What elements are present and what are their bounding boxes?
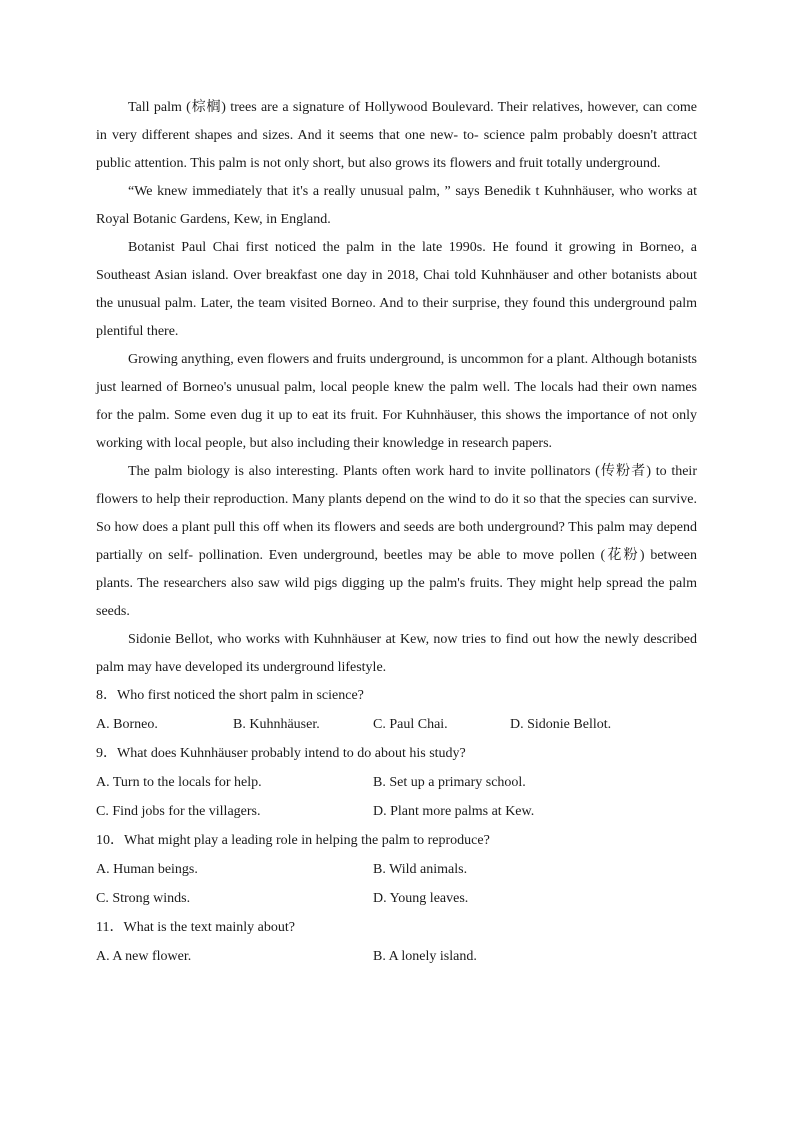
- option-a: A. Turn to the locals for help.: [96, 775, 262, 790]
- option-b: B. A lonely island.: [373, 949, 477, 964]
- option-a: A. Borneo.: [96, 717, 158, 732]
- question-stem: 11．What is the text mainly about?: [96, 920, 295, 935]
- option-d: D. Plant more palms at Kew.: [373, 804, 535, 819]
- option-d: D. Young leaves.: [373, 891, 469, 906]
- option-row: [96, 856, 697, 885]
- option-c: C. Paul Chai.: [373, 717, 448, 732]
- option-a: A. A new flower.: [96, 949, 192, 964]
- option-row: [96, 943, 697, 972]
- passage-paragraph-3: Botanist Paul Chai first noticed the palm in the late 1990s. He found it growing in Borneo, a Southeast Asian island. Over breakfast one day in 2018, Chai told Kuhnhäuser and other botanists about the unusual palm. Later, the team visited Borneo. And to their surprise, they found this underground palm plentiful there.: [96, 240, 697, 339]
- option-row: [96, 885, 697, 914]
- option-a: A. Human beings.: [96, 862, 198, 877]
- option-row: [96, 798, 697, 827]
- option-b: B. Kuhnhäuser.: [233, 717, 320, 732]
- passage-paragraph-2: “We knew immediately that it's a really unusual palm, ” says Benedik t Kuhnhäuser, who works at Royal Botanic Gardens, Kew, in England.: [96, 184, 697, 227]
- option-c: C. Strong winds.: [96, 891, 191, 906]
- passage-paragraph-4: Growing anything, even flowers and fruits underground, is uncommon for a plant. Although botanists just learned of Borneo's unusual palm, local people knew the palm well. The locals had their own names for the palm. Some even dug it up to eat its fruit. For Kuhnhäuser, this shows the importance of not only working with local people, but also including their knowledge in research papers.: [96, 352, 697, 451]
- question-8: [96, 682, 697, 740]
- document-page: [96, 94, 697, 972]
- option-d: D. Sidonie Bellot.: [510, 717, 612, 732]
- option-c: C. Find jobs for the villagers.: [96, 804, 261, 819]
- option-b: B. Wild animals.: [373, 862, 468, 877]
- question-9: [96, 740, 697, 827]
- question-stem: 10．What might play a leading role in helping the palm to reproduce?: [96, 833, 490, 848]
- question-stem: 8．Who first noticed the short palm in science?: [96, 688, 364, 703]
- question-stem: 9．What does Kuhnhäuser probably intend to do about his study?: [96, 746, 466, 761]
- option-row: [96, 769, 697, 798]
- option-row: [96, 711, 697, 740]
- question-10: [96, 827, 697, 914]
- question-11: [96, 914, 697, 972]
- passage-paragraph-1: Tall palm (棕榈) trees are a signature of Hollywood Boulevard. Their relatives, however, can come in very different shapes and sizes. And it seems that one new- to- science palm probably doesn't attract public attention. This palm is not only short, but also grows its flowers and fruit totally underground.: [96, 100, 697, 171]
- passage-paragraph-5: The palm biology is also interesting. Plants often work hard to invite pollinators (传粉者) to their flowers to help their reproduction. Many plants depend on the wind to do it so that the species can survive. So how does a plant pull this off when its flowers and seeds are both underground? This palm may depend partially on self- pollination. Even underground, beetles may be able to move pollen (花粉) between plants. The researchers also saw wild pigs digging up the palm's fruits. They might help spread the palm seeds.: [96, 464, 697, 619]
- passage-paragraph-6: Sidonie Bellot, who works with Kuhnhäuser at Kew, now tries to find out how the newly described palm may have developed its underground lifestyle.: [96, 632, 697, 675]
- option-b: B. Set up a primary school.: [373, 775, 526, 790]
